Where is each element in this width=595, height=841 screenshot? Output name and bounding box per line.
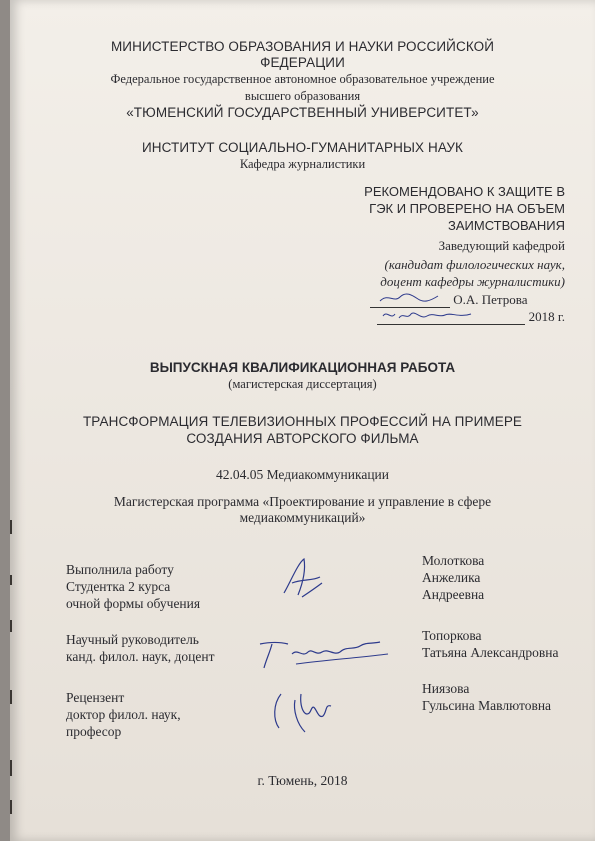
head-signature bbox=[378, 291, 458, 305]
work-title-line-2: СОЗДАНИЯ АВТОРСКОГО ФИЛЬМА bbox=[186, 431, 419, 446]
document-page bbox=[10, 0, 595, 841]
author-role-line-1: Выполнила работу bbox=[66, 562, 174, 577]
supervisor-name-line-2: Татьяна Александровна bbox=[422, 645, 559, 660]
approval-position: Заведующий кафедрой bbox=[438, 238, 565, 253]
handwritten-date bbox=[381, 308, 529, 322]
reviewer-name-line-2: Гульсина Мавлютовна bbox=[422, 698, 552, 713]
author-signature bbox=[272, 553, 332, 603]
institution-line-1: Федеральное государственное автономное образовательное учреждение bbox=[110, 72, 495, 86]
approval-date-row bbox=[355, 308, 565, 325]
ministry-line-2: ФЕДЕРАЦИИ bbox=[260, 55, 345, 70]
ministry-line-1: МИНИСТЕРСТВО ОБРАЗОВАНИЯ И НАУКИ РОССИЙСКОЙ bbox=[110, 39, 495, 54]
work-subtype: (магистерская диссертация) bbox=[228, 377, 377, 391]
supervisor-signature bbox=[256, 636, 396, 672]
reviewer-role bbox=[66, 689, 276, 740]
supervisor-role bbox=[66, 631, 276, 665]
reviewer-signature bbox=[265, 680, 345, 740]
place-and-year: г. Тюмень, 2018 bbox=[257, 773, 348, 788]
institute-name: ИНСТИТУТ СОЦИАЛЬНО-ГУМАНИТАРНЫХ НАУК bbox=[142, 140, 463, 155]
department-name: Кафедра журналистики bbox=[239, 157, 366, 171]
work-type: ВЫПУСКНАЯ КВАЛИФИКАЦИОННАЯ РАБОТА bbox=[149, 360, 456, 375]
author-role-line-3: очной формы обучения bbox=[66, 596, 201, 611]
approval-year: 2018 г. bbox=[528, 309, 565, 324]
reviewer-role-line-3: професор bbox=[66, 724, 122, 739]
institution-line-2: высшего образования bbox=[244, 89, 361, 103]
program-line-2: медиакоммуникаций» bbox=[239, 510, 366, 525]
specialty-code: 42.04.05 Медиакоммуникации bbox=[215, 467, 390, 482]
head-name: О.А. Петрова bbox=[453, 292, 528, 307]
approval-degree-line-1: (кандидат филологических наук, bbox=[384, 257, 565, 272]
reviewer-role-line-1: Рецензент bbox=[66, 690, 125, 705]
approval-signature-row bbox=[370, 291, 565, 308]
approval-degree-line-2: доцент кафедры журналистики) bbox=[380, 274, 565, 289]
supervisor-name bbox=[422, 627, 595, 661]
supervisor-name-line-1: Топоркова bbox=[422, 628, 482, 643]
university-name: «ТЮМЕНСКИЙ ГОСУДАРСТВЕННЫЙ УНИВЕРСИТЕТ» bbox=[126, 105, 479, 120]
approval-line-2: ГЭК И ПРОВЕРЕНО НА ОБЪЕМ bbox=[369, 201, 565, 216]
reviewer-role-line-2: доктор филол. наук, bbox=[66, 707, 181, 722]
work-title-line-1: ТРАНСФОРМАЦИЯ ТЕЛЕВИЗИОННЫХ ПРОФЕССИЙ НА ПРИМЕРЕ bbox=[82, 414, 523, 429]
author-name-line-1: Молоткова bbox=[422, 553, 485, 568]
reviewer-name bbox=[422, 680, 595, 714]
approval-line-3: ЗАИМСТВОВАНИЯ bbox=[448, 218, 565, 233]
approval-line-1: РЕКОМЕНДОВАНО К ЗАЩИТЕ В bbox=[364, 184, 565, 199]
supervisor-role-line-2: канд. филол. наук, доцент bbox=[66, 649, 215, 664]
approval-date-line bbox=[377, 310, 525, 325]
author-role bbox=[66, 561, 276, 612]
reviewer-name-line-1: Ниязова bbox=[422, 681, 470, 696]
author-name-line-3: Андреевна bbox=[422, 587, 485, 602]
author-name-line-2: Анжелика bbox=[422, 570, 481, 585]
program-line-1: Магистерская программа «Проектирование и управление в сфере bbox=[113, 494, 492, 509]
head-signature-line bbox=[370, 293, 450, 308]
author-role-line-2: Студентка 2 курса bbox=[66, 579, 171, 594]
author-name bbox=[422, 552, 595, 603]
supervisor-role-line-1: Научный руководитель bbox=[66, 632, 199, 647]
